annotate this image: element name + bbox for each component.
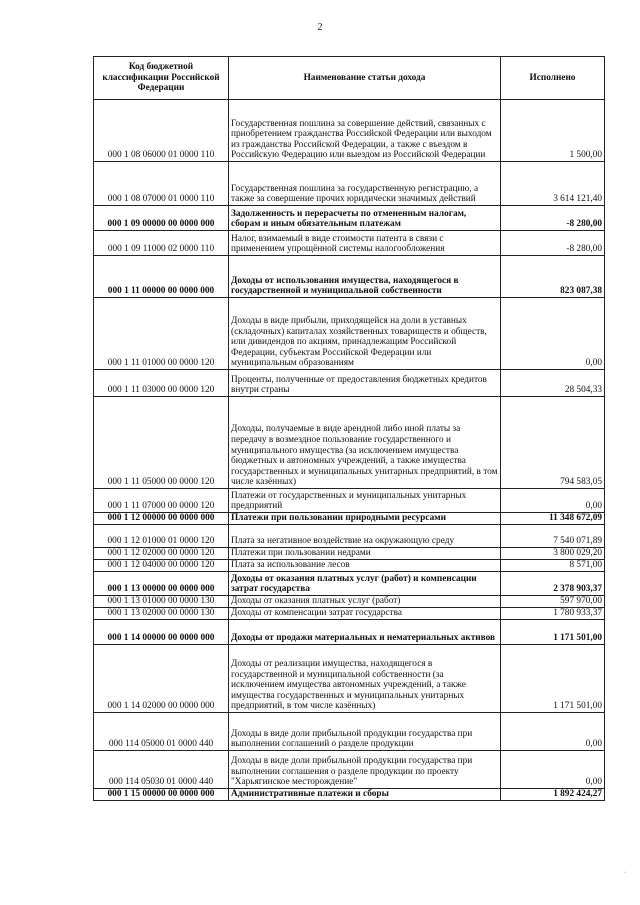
row-name: Плата за негативное воздействие на окружающую среду xyxy=(229,525,501,548)
row-name: Доходы от оказания платных услуг (работ) xyxy=(229,596,501,608)
row-code: 000 1 08 07000 01 0000 110 xyxy=(94,162,229,206)
table-row xyxy=(94,525,605,548)
row-name: Доходы от реализации имущества, находящегося в государственной и муниципальной собственности (за исключением имущества автономных учреждений, а также имущества государственных и муниципальных унитарных предприятий, в том числе казённых) xyxy=(229,645,501,713)
header-code: Код бюджетной классификации Российской Федерации xyxy=(94,57,229,100)
table-row xyxy=(94,162,605,206)
row-code: 000 1 11 00000 00 0000 000 xyxy=(94,256,229,298)
table-row xyxy=(94,397,605,489)
row-name: Доходы в виде доли прибыльной продукции государства при выполнении соглашения о разделе продукции по проекту "Харьягинское месторождение" xyxy=(229,751,501,789)
row-name: Налог, взимаемый в виде стоимости патента в связи с применением упрощённой системы налогообложения xyxy=(229,231,501,256)
table-row xyxy=(94,713,605,751)
row-code: 000 1 09 11000 02 0000 110 xyxy=(94,231,229,256)
row-name: Задолженность и перерасчеты по отмененным налогам, сборам и иным обязательным платежам xyxy=(229,206,501,231)
row-code: 000 1 11 01000 00 0000 120 xyxy=(94,298,229,370)
row-code: 000 1 12 00000 00 0000 000 xyxy=(94,513,229,525)
row-value: 0,00 xyxy=(501,298,605,370)
row-code: 000 1 11 07000 00 0000 120 xyxy=(94,489,229,513)
row-code: 000 114 05000 01 0000 440 xyxy=(94,713,229,751)
row-name: Государственная пошлина за государственную регистрацию, а также за совершение прочих юридически значимых действий xyxy=(229,162,501,206)
row-code: 000 114 05030 01 0000 440 xyxy=(94,751,229,789)
row-code: 000 1 08 06000 01 0000 110 xyxy=(94,100,229,162)
row-value: 1 171 501,00 xyxy=(501,620,605,645)
row-value: 0,00 xyxy=(501,713,605,751)
row-code: 000 1 11 05000 00 0000 120 xyxy=(94,397,229,489)
table-row xyxy=(94,620,605,645)
revenue-table xyxy=(93,56,605,801)
row-value: 7 540 071,89 xyxy=(501,525,605,548)
table-body xyxy=(94,100,605,801)
row-value: 1 171 501,00 xyxy=(501,645,605,713)
table-row xyxy=(94,100,605,162)
row-value: 2 378 903,37 xyxy=(501,572,605,596)
header-value: Исполнено xyxy=(501,57,605,100)
table-row xyxy=(94,751,605,789)
table-row xyxy=(94,370,605,397)
table-row xyxy=(94,298,605,370)
row-name: Государственная пошлина за совершение действий, связанных с приобретением гражданства Российской Федерации или выходом из гражданства Российской Федерации, а также с въездом в Российскую Федерацию или выездом из Российской Федерации xyxy=(229,100,501,162)
row-name: Доходы от оказания платных услуг (работ) и компенсации затрат государства xyxy=(229,572,501,596)
row-value: 0,00 xyxy=(501,489,605,513)
row-value: 794 583,05 xyxy=(501,397,605,489)
row-code: 000 1 12 04000 00 0000 120 xyxy=(94,560,229,572)
row-code: 000 1 12 01000 01 0000 120 xyxy=(94,525,229,548)
row-value: 28 504,33 xyxy=(501,370,605,397)
table-header-row xyxy=(94,57,605,100)
page-number: 2 xyxy=(317,22,323,33)
row-name: Доходы от компенсации затрат государства xyxy=(229,608,501,620)
table-row xyxy=(94,572,605,596)
row-value: 3 800 029,20 xyxy=(501,548,605,560)
row-code: 000 1 09 00000 00 0000 000 xyxy=(94,206,229,231)
row-name: Доходы в виде прибыли, приходящейся на доли в уставных (складочных) капиталах хозяйственных товариществ и обществ, или дивидендов по акциям, принадлежащим Российской Федерации, субъектам Российской Федерации или муниципальным образованиям xyxy=(229,298,501,370)
row-name: Платежи при пользовании недрами xyxy=(229,548,501,560)
row-name: Проценты, полученные от предоставления бюджетных кредитов внутри страны xyxy=(229,370,501,397)
row-code: 000 1 15 00000 00 0000 000 xyxy=(94,789,229,801)
row-value: 0,00 xyxy=(501,751,605,789)
row-value: 1 892 424,27 xyxy=(501,789,605,801)
table-row xyxy=(94,256,605,298)
row-code: 000 1 13 01000 00 0000 130 xyxy=(94,596,229,608)
row-name: Доходы от использования имущества, находящегося в государственной и муниципальной собственности xyxy=(229,256,501,298)
row-value: 3 614 121,40 xyxy=(501,162,605,206)
row-value: 1 500,00 xyxy=(501,100,605,162)
row-name: Доходы, получаемые в виде арендной либо иной платы за передачу в возмездное пользование государственного и муниципального имущества (за исключением имущества бюджетных и автономных учреждений, а также имущества государственных и муниципальных унитарных предприятий, в том числе казённых) xyxy=(229,397,501,489)
row-name: Платежи от государственных и муниципальных унитарных предприятий xyxy=(229,489,501,513)
row-code: 000 1 13 00000 00 0000 000 xyxy=(94,572,229,596)
table-row xyxy=(94,513,605,525)
table-row xyxy=(94,489,605,513)
row-name: Плата за использование лесов xyxy=(229,560,501,572)
table-row xyxy=(94,548,605,560)
row-value: -8 280,00 xyxy=(501,206,605,231)
table-row xyxy=(94,560,605,572)
row-code: 000 1 12 02000 00 0000 120 xyxy=(94,548,229,560)
row-value: 11 348 672,09 xyxy=(501,513,605,525)
row-code: 000 1 11 03000 00 0000 120 xyxy=(94,370,229,397)
table-row xyxy=(94,789,605,801)
table-row xyxy=(94,206,605,231)
table-row xyxy=(94,645,605,713)
table-row xyxy=(94,608,605,620)
header-name: Наименование статьи дохода xyxy=(229,57,501,100)
row-name: Административные платежи и сборы xyxy=(229,789,501,801)
row-value: 1 780 933,37 xyxy=(501,608,605,620)
row-code: 000 1 13 02000 00 0000 130 xyxy=(94,608,229,620)
row-value: -8 280,00 xyxy=(501,231,605,256)
table-row xyxy=(94,231,605,256)
row-name: Доходы в виде доли прибыльной продукции государства при выполнении соглашений о разделе продукции xyxy=(229,713,501,751)
row-name: Платежи при пользовании природными ресурсами xyxy=(229,513,501,525)
row-code: 000 1 14 02000 00 0000 000 xyxy=(94,645,229,713)
table-row xyxy=(94,596,605,608)
row-code: 000 1 14 00000 00 0000 000 xyxy=(94,620,229,645)
row-name: Доходы от продажи материальных и нематериальных активов xyxy=(229,620,501,645)
row-value: 823 087,38 xyxy=(501,256,605,298)
scan-mark: · xyxy=(624,870,626,876)
row-value: 8 571,00 xyxy=(501,560,605,572)
row-value: 597 970,00 xyxy=(501,596,605,608)
